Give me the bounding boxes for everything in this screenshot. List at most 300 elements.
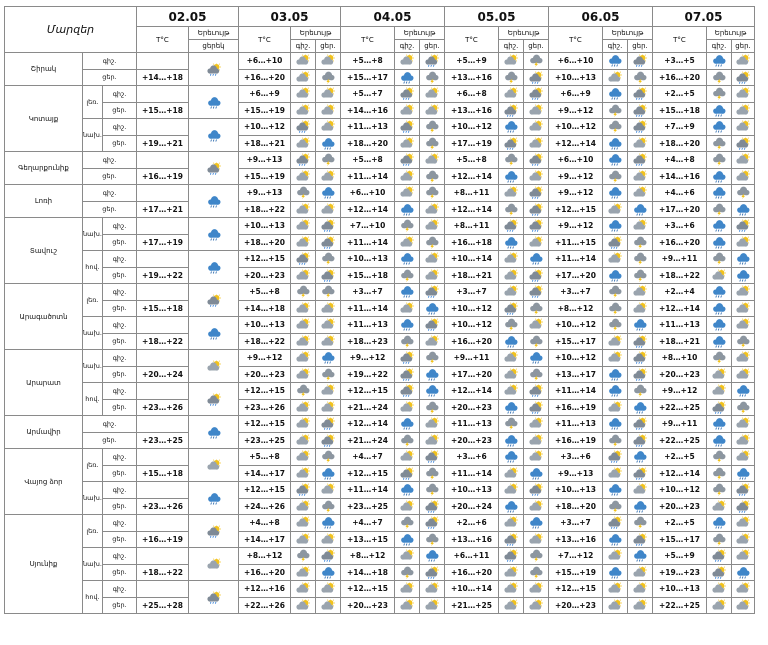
phenomena-header: Երեւույթ	[291, 27, 341, 40]
sun-cloud-icon	[736, 599, 750, 612]
temperature-cell: +22…+26	[239, 597, 291, 614]
temp-header: T°C	[137, 27, 189, 53]
sun-cloud-icon	[736, 582, 750, 595]
cloud-thunder-icon	[633, 516, 647, 529]
weather-icon-cell	[499, 333, 524, 350]
cloud-thunder-icon	[736, 335, 750, 348]
temperature-cell: +10…+13	[549, 482, 603, 499]
table-row	[5, 152, 755, 169]
weather-icon-cell	[420, 333, 445, 350]
weather-icon-cell	[499, 152, 524, 169]
sun-cloud-rain-icon	[736, 137, 750, 150]
cloud-thunder-icon	[712, 483, 726, 496]
weather-icon-cell	[420, 201, 445, 218]
night-label: գիշ.	[103, 218, 137, 235]
weather-icon-cell	[603, 515, 628, 532]
temp-header: T°C	[549, 27, 603, 53]
weather-icon-cell	[603, 86, 628, 103]
weather-icon-cell	[732, 234, 755, 251]
sun-cloud-rain-icon	[425, 450, 439, 463]
weather-icon-cell	[395, 267, 420, 284]
sun-cloud-icon	[608, 582, 622, 595]
sun-cloud-icon	[400, 582, 414, 595]
cloud-rain-icon	[712, 170, 726, 183]
temperature-cell: +8…+10	[653, 350, 707, 367]
sun-cloud-icon	[712, 500, 726, 513]
weather-icon-cell	[291, 399, 316, 416]
weather-icon-cell	[499, 53, 524, 70]
temperature-cell: +16…+19	[549, 432, 603, 449]
day-label: ցեր.	[83, 168, 137, 185]
cloud-rain-icon	[207, 195, 221, 208]
sun-cloud-rain-icon	[321, 549, 335, 562]
cloud-thunder-icon	[633, 236, 647, 249]
table-row	[5, 366, 755, 383]
sun-cloud-icon	[608, 252, 622, 265]
weather-icon-cell	[628, 465, 653, 482]
cloud-thunder-icon	[633, 269, 647, 282]
cloud-thunder-icon	[425, 351, 439, 364]
sun-cloud-rain-icon	[608, 516, 622, 529]
temperature-cell: +14…+16	[341, 102, 395, 119]
sun-cloud-icon	[504, 368, 518, 381]
day-label: ցեր.	[103, 135, 137, 152]
sun-cloud-rain-icon	[400, 120, 414, 133]
table-row	[5, 234, 755, 251]
temperature-cell: +12…+15	[341, 383, 395, 400]
temperature-cell: +8…+11	[445, 218, 499, 235]
weather-icon-cell	[316, 366, 341, 383]
cloud-thunder-icon	[321, 153, 335, 166]
sun-cloud-icon	[296, 104, 310, 117]
temperature-cell	[137, 416, 189, 433]
weather-icon-cell	[316, 135, 341, 152]
temperature-cell: +11…+14	[549, 251, 603, 268]
weather-icon-cell	[603, 152, 628, 169]
weather-icon-cell	[603, 350, 628, 367]
sun-cloud-rain-icon	[529, 384, 543, 397]
weather-icon-cell	[524, 234, 549, 251]
temperature-cell: +9…+12	[653, 383, 707, 400]
sun-cloud-icon	[736, 533, 750, 546]
table-row	[5, 267, 755, 284]
temperature-cell: +18…+23	[341, 333, 395, 350]
weather-icon-cell	[291, 531, 316, 548]
sun-cloud-icon	[529, 137, 543, 150]
weather-icon-cell	[420, 416, 445, 433]
weather-icon-cell	[707, 86, 732, 103]
weather-icon-cell	[628, 515, 653, 532]
weather-icon-cell	[628, 234, 653, 251]
sun-cloud-icon	[608, 401, 622, 414]
sun-cloud-icon	[529, 450, 543, 463]
sun-cloud-rain-icon	[529, 285, 543, 298]
cloud-rain-icon	[633, 401, 647, 414]
temperature-cell: +18…+21	[239, 135, 291, 152]
cloud-rain-icon	[608, 153, 622, 166]
weather-icon-cell	[291, 168, 316, 185]
weather-icon-cell	[499, 86, 524, 103]
sun-cloud-rain-icon	[425, 285, 439, 298]
weather-icon-cell	[189, 515, 239, 548]
sun-cloud-icon	[400, 54, 414, 67]
temperature-cell: +16…+20	[445, 564, 499, 581]
cloud-thunder-icon	[633, 252, 647, 265]
cloud-rain-icon	[736, 566, 750, 579]
night-label: գիշ.	[83, 185, 137, 202]
weather-icon-cell	[291, 333, 316, 350]
temperature-cell: +16…+19	[137, 531, 189, 548]
weather-icon-cell	[420, 465, 445, 482]
temperature-cell: +16…+19	[549, 399, 603, 416]
temperature-cell: +15…+19	[549, 564, 603, 581]
weather-icon-cell	[189, 350, 239, 383]
sun-cloud-icon	[633, 566, 647, 579]
forecast-table	[4, 6, 755, 614]
temperature-cell	[137, 383, 189, 400]
weather-icon-cell	[524, 152, 549, 169]
phenomena-header: Երեւույթ	[707, 27, 755, 40]
cloud-thunder-icon	[400, 219, 414, 232]
cloud-thunder-icon	[296, 285, 310, 298]
cloud-thunder-icon	[425, 186, 439, 199]
table-row	[5, 383, 755, 400]
sun-cloud-icon	[296, 269, 310, 282]
weather-icon-cell	[291, 53, 316, 70]
weather-icon-cell	[395, 317, 420, 334]
weather-icon-cell	[499, 515, 524, 532]
sun-cloud-icon	[608, 599, 622, 612]
weather-icon-cell	[628, 69, 653, 86]
weather-icon-cell	[603, 69, 628, 86]
cloud-thunder-icon	[529, 368, 543, 381]
cloud-thunder-icon	[400, 566, 414, 579]
cloud-rain-icon	[400, 71, 414, 84]
sun-cloud-rain-icon	[736, 71, 750, 84]
weather-icon-cell	[732, 102, 755, 119]
weather-icon-cell	[291, 449, 316, 466]
weather-icon-cell	[732, 135, 755, 152]
weather-icon-cell	[420, 300, 445, 317]
temperature-cell: +10…+13	[445, 482, 499, 499]
sun-cloud-rain-icon	[736, 483, 750, 496]
temperature-cell	[137, 350, 189, 367]
cloud-rain-icon	[400, 533, 414, 546]
weather-icon-cell	[732, 218, 755, 235]
night-header: գիշ.	[291, 40, 316, 53]
weather-icon-cell	[732, 53, 755, 70]
weather-icon-cell	[499, 581, 524, 598]
temperature-cell: +9…+12	[549, 218, 603, 235]
cloud-rain-icon	[321, 467, 335, 480]
temperature-cell: +20…+23	[653, 366, 707, 383]
temperature-cell: +15…+17	[653, 531, 707, 548]
weather-icon-cell	[291, 564, 316, 581]
sun-cloud-rain-icon	[400, 87, 414, 100]
weather-icon-cell	[524, 218, 549, 235]
temperature-cell: +12…+15	[239, 482, 291, 499]
sun-cloud-icon	[712, 384, 726, 397]
weather-icon-cell	[316, 251, 341, 268]
temperature-cell: +21…+25	[445, 597, 499, 614]
weather-icon-cell	[316, 53, 341, 70]
sun-cloud-icon	[504, 54, 518, 67]
temperature-cell: +18…+20	[239, 234, 291, 251]
cloud-rain-icon	[504, 401, 518, 414]
temperature-cell: +18…+22	[137, 564, 189, 581]
sun-cloud-icon	[296, 582, 310, 595]
weather-icon-cell	[499, 383, 524, 400]
day-label: ցեր.	[103, 300, 137, 317]
sun-cloud-icon	[529, 318, 543, 331]
sun-cloud-icon	[321, 335, 335, 348]
sun-cloud-icon	[296, 467, 310, 480]
weather-icon-cell	[524, 531, 549, 548]
temperature-cell: +14…+18	[239, 300, 291, 317]
weather-icon-cell	[707, 564, 732, 581]
weather-icon-cell	[603, 234, 628, 251]
cloud-rain-icon	[736, 384, 750, 397]
temperature-cell: +6…+9	[549, 86, 603, 103]
temperature-cell: +18…+20	[341, 135, 395, 152]
sun-cloud-icon	[296, 137, 310, 150]
cloud-rain-icon	[207, 492, 221, 505]
weather-icon-cell	[291, 515, 316, 532]
weather-icon-cell	[603, 548, 628, 565]
cloud-thunder-icon	[712, 153, 726, 166]
cloud-thunder-icon	[504, 153, 518, 166]
weather-icon-cell	[603, 53, 628, 70]
weather-icon-cell	[732, 482, 755, 499]
weather-icon-cell	[524, 168, 549, 185]
temperature-cell: +2…+6	[445, 515, 499, 532]
temperature-cell: +6…+11	[445, 548, 499, 565]
weather-icon-cell	[524, 399, 549, 416]
weather-icon-cell	[707, 399, 732, 416]
cloud-thunder-icon	[321, 368, 335, 381]
weather-icon-cell	[628, 416, 653, 433]
weather-icon-cell	[732, 86, 755, 103]
date-header: 03.05	[239, 7, 341, 27]
weather-icon-cell	[316, 515, 341, 532]
temperature-cell: +10…+13	[341, 251, 395, 268]
sun-cloud-icon	[321, 582, 335, 595]
day-label: ցեր.	[103, 597, 137, 614]
cloud-thunder-icon	[608, 500, 622, 513]
region-name: Լոռի	[5, 185, 83, 218]
sun-cloud-rain-icon	[529, 401, 543, 414]
weather-icon-cell	[707, 53, 732, 70]
temperature-cell: +9…+11	[445, 350, 499, 367]
temperature-cell: +10…+12	[653, 482, 707, 499]
temperature-cell: +2…+5	[653, 515, 707, 532]
sun-cloud-rain-icon	[633, 351, 647, 364]
weather-icon-cell	[189, 152, 239, 185]
weather-icon-cell	[707, 333, 732, 350]
sun-cloud-icon	[736, 120, 750, 133]
table-row	[5, 581, 755, 598]
weather-icon-cell	[395, 597, 420, 614]
sun-cloud-icon	[296, 566, 310, 579]
table-row	[5, 317, 755, 334]
table-row	[5, 432, 755, 449]
sun-cloud-icon	[529, 104, 543, 117]
cloud-thunder-icon	[608, 302, 622, 315]
cloud-thunder-icon	[712, 137, 726, 150]
weather-icon-cell	[316, 531, 341, 548]
cloud-rain-icon	[207, 96, 221, 109]
temperature-cell: +10…+12	[549, 350, 603, 367]
sun-cloud-rain-icon	[712, 566, 726, 579]
sun-cloud-icon	[296, 500, 310, 513]
weather-icon-cell	[732, 564, 755, 581]
weather-icon-cell	[732, 119, 755, 136]
cloud-rain-icon	[504, 170, 518, 183]
cloud-thunder-icon	[425, 236, 439, 249]
temperature-cell: +11…+15	[549, 234, 603, 251]
sun-cloud-icon	[296, 170, 310, 183]
cloud-rain-icon	[207, 327, 221, 340]
weather-icon-cell	[603, 383, 628, 400]
temperature-cell: +20…+23	[653, 498, 707, 515]
night-label: գիշ.	[103, 482, 137, 499]
cloud-rain-icon	[529, 351, 543, 364]
cloud-rain-icon	[529, 467, 543, 480]
night-label: գիշ.	[103, 317, 137, 334]
sun-cloud-icon	[736, 516, 750, 529]
temperature-cell: +14…+18	[341, 564, 395, 581]
weather-icon-cell	[291, 416, 316, 433]
cloud-thunder-icon	[712, 203, 726, 216]
cloud-thunder-icon	[712, 450, 726, 463]
weather-icon-cell	[420, 581, 445, 598]
region-name: Տավուշ	[5, 218, 83, 284]
sun-cloud-icon	[296, 335, 310, 348]
sun-cloud-icon	[400, 186, 414, 199]
temperature-cell: +11…+14	[341, 482, 395, 499]
zone-label: լեռ.	[83, 86, 103, 119]
temperature-cell: +6…+8	[445, 86, 499, 103]
weather-icon-cell	[395, 366, 420, 383]
weather-icon-cell	[499, 201, 524, 218]
temperature-cell: +11…+14	[341, 234, 395, 251]
cloud-rain-icon	[712, 318, 726, 331]
temperature-cell: +3…+7	[549, 515, 603, 532]
temperature-cell	[137, 218, 189, 235]
cloud-rain-icon	[504, 236, 518, 249]
table-row	[5, 548, 755, 565]
weather-icon-cell	[524, 69, 549, 86]
day-label: ցեր.	[103, 267, 137, 284]
region-name: Արարատ	[5, 350, 83, 416]
weather-icon-cell	[499, 218, 524, 235]
night-label: գիշ.	[103, 449, 137, 466]
temperature-cell: +18…+22	[239, 201, 291, 218]
weather-icon-cell	[524, 284, 549, 301]
weather-icon-cell	[707, 152, 732, 169]
weather-icon-cell	[524, 366, 549, 383]
temperature-cell: +12…+15	[341, 581, 395, 598]
weather-icon-cell	[499, 350, 524, 367]
temperature-cell: +9…+12	[341, 350, 395, 367]
sun-cloud-rain-icon	[608, 236, 622, 249]
weather-icon-cell	[628, 201, 653, 218]
weather-icon-cell	[603, 284, 628, 301]
weather-icon-cell	[603, 465, 628, 482]
date-header: 06.05	[549, 7, 653, 27]
weather-icon-cell	[524, 432, 549, 449]
weather-icon-cell	[628, 267, 653, 284]
sun-cloud-rain-icon	[633, 104, 647, 117]
sun-cloud-rain-icon	[425, 566, 439, 579]
weather-icon-cell	[628, 218, 653, 235]
sun-cloud-icon	[736, 170, 750, 183]
cloud-rain-icon	[608, 417, 622, 430]
temperature-cell: +12…+14	[549, 135, 603, 152]
cloud-rain-icon	[712, 236, 726, 249]
weather-icon-cell	[524, 449, 549, 466]
sun-cloud-icon	[608, 335, 622, 348]
weather-icon-cell	[628, 350, 653, 367]
weather-icon-cell	[420, 102, 445, 119]
table-row	[5, 482, 755, 499]
sun-cloud-icon	[736, 450, 750, 463]
table-row	[5, 515, 755, 532]
temperature-cell: +18…+22	[653, 267, 707, 284]
cloud-thunder-icon	[736, 401, 750, 414]
temperature-cell	[137, 119, 189, 136]
weather-icon-cell	[499, 168, 524, 185]
cloud-thunder-icon	[400, 516, 414, 529]
sun-cloud-rain-icon	[712, 549, 726, 562]
sun-cloud-icon	[296, 434, 310, 447]
temperature-cell: +18…+20	[549, 498, 603, 515]
weather-icon-cell	[524, 383, 549, 400]
weather-icon-cell	[291, 86, 316, 103]
weather-icon-cell	[420, 317, 445, 334]
weather-icon-cell	[420, 185, 445, 202]
cloud-thunder-icon	[633, 71, 647, 84]
weather-icon-cell	[732, 531, 755, 548]
weather-icon-cell	[707, 135, 732, 152]
night-label: գիշ.	[103, 581, 137, 598]
weather-icon-cell	[628, 482, 653, 499]
temperature-cell: +23…+25	[341, 498, 395, 515]
cloud-rain-icon	[321, 137, 335, 150]
temperature-cell: +10…+13	[549, 69, 603, 86]
weather-icon-cell	[291, 284, 316, 301]
day-label: ցեր.	[83, 432, 137, 449]
cloud-rain-icon	[321, 516, 335, 529]
sun-cloud-icon	[425, 599, 439, 612]
cloud-rain-icon	[425, 384, 439, 397]
cloud-thunder-icon	[504, 71, 518, 84]
weather-icon-cell	[189, 119, 239, 152]
cloud-thunder-icon	[608, 170, 622, 183]
temperature-cell: +16…+19	[137, 168, 189, 185]
phenomena-header: Երեւույթ	[395, 27, 445, 40]
temperature-cell: +7…+12	[549, 548, 603, 565]
weather-icon-cell	[499, 449, 524, 466]
weather-icon-cell	[189, 581, 239, 614]
zone-label: լեռ.	[83, 515, 103, 548]
table-row	[5, 53, 755, 70]
weather-icon-cell	[316, 168, 341, 185]
temperature-cell: +10…+13	[239, 317, 291, 334]
sun-cloud-icon	[529, 500, 543, 513]
temperature-cell: +13…+16	[445, 69, 499, 86]
temperature-cell: +10…+12	[445, 300, 499, 317]
